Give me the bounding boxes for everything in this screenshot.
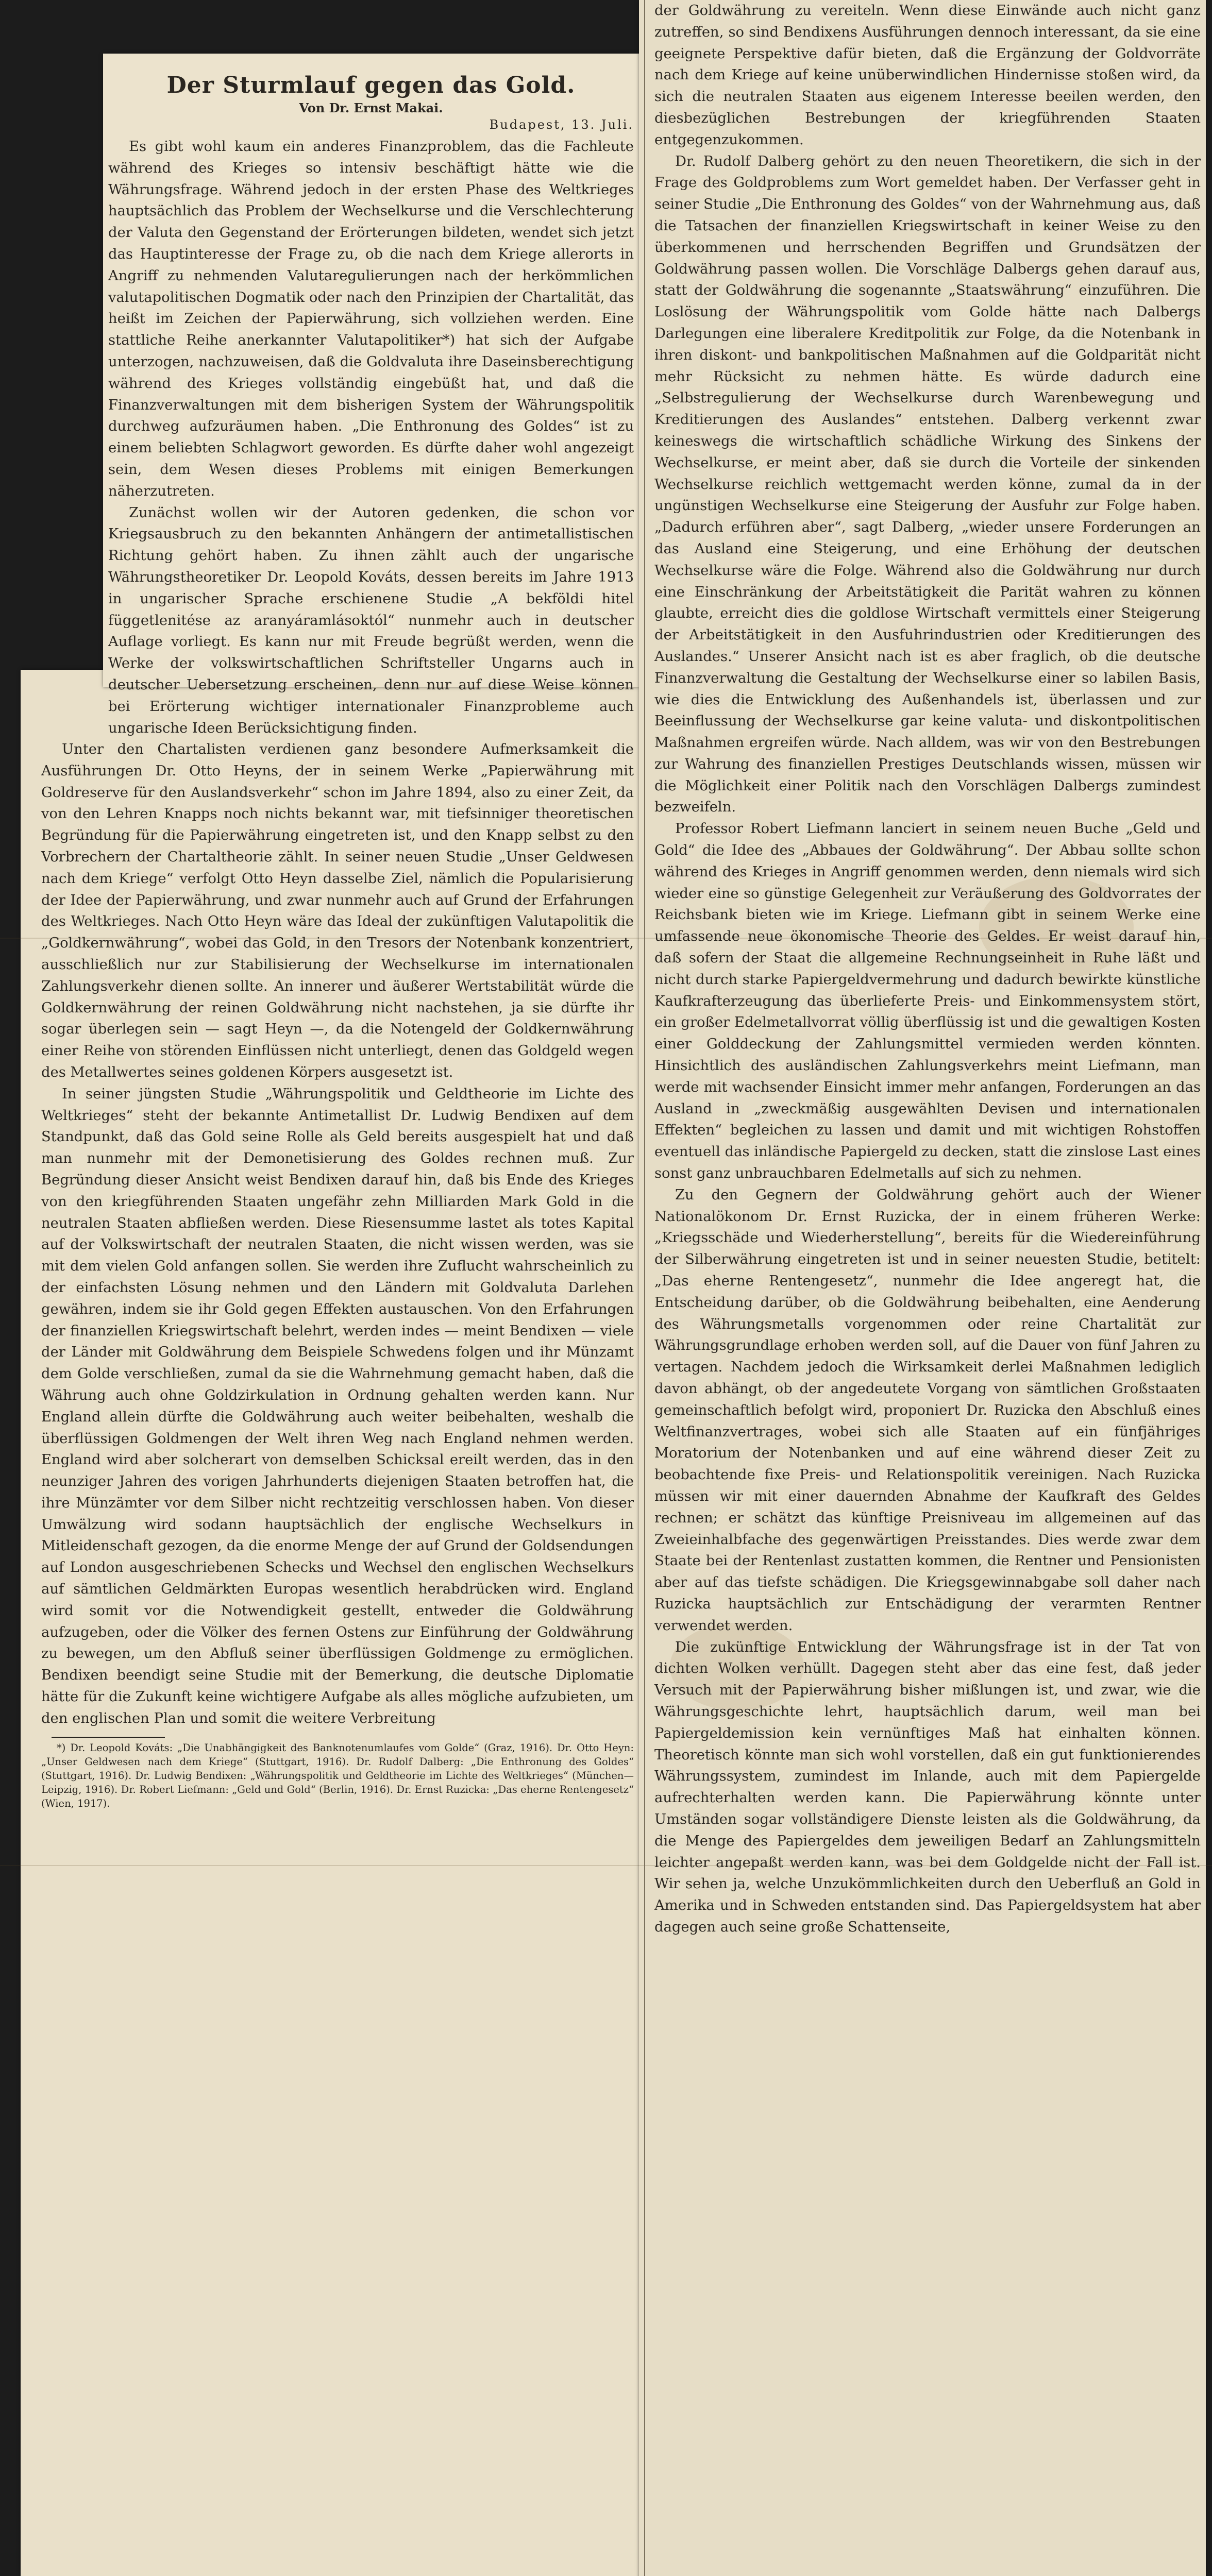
body-paragraph: Zunächst wollen wir der Autoren gedenken, die schon vor Kriegsausbruch zu den bekannten Anhängern der antimetallistischen Richtung gehört haben. Zu ihnen zählt auch der ungarische Währungstheoretiker Dr. Leopold Kováts, dessen bereits im Jahre 1913 in ungarischer Sprache erschienene Studie „A bekföldi hitel függetlenitése az aranyáramlásoktól“ nunmehr auch in deutscher Auflage vorliegt. Es kann nur mit Freude begrüßt werden, wenn die Werke der volkswirtschaftlichen Schriftsteller Ungarns auch in deutscher Uebersetzung erscheinen, denn nur auf diese Weise können bei Erörterung wichtiger internationaler Finanzprobleme auch ungarische Ideen Berücksichtigung finden. [108, 504, 634, 736]
left-column-lower [41, 739, 634, 1810]
body-paragraph: Die zukünftige Entwicklung der Währungsfrage ist in der Tat von dichten Wolken verhüllt. Dagegen steht aber das eine fest, daß jeder Versuch mit der Papierwährung bisher mißlungen ist, und zwar, wie die Währungsgeschichte lehrt, hauptsächlich darum, weil man bei Papiergeldemission kein vernünftiges Maß hat einhalten können. Theoretisch könnte man sich wohl vorstellen, daß ein gut funktionierendes Währungssystem, zumindest im Inlande, auch mit dem Papiergelde aufrechterhalten werden kann. Die Papierwährung könnte unter Umständen sogar vollständigere Dienste leisten als die Goldwährung, da die Menge des Papiergeldes dem jeweiligen Bedarf an Zahlungsmitteln leichter angepaßt werden kann, was bei dem Goldgelde nicht der Fall ist. Wir sehen ja, welche Unzukömmlichkeiten durch den Ueberfluß an Gold in Amerika und in Schweden entstanden sind. Das Papiergeldsystem hat aber dagegen auch seine große Schattenseite, [654, 1639, 1201, 1935]
article-byline: Von Dr. Ernst Makai. [299, 100, 443, 115]
body-paragraph: Zu den Gegnern der Goldwährung gehört auch der Wiener Nationalökonom Dr. Ernst Ruzicka, der in einem früheren Werke: „Kriegsschäde und Wiederherstellung“, bereits für die Wiedereinführung der Silberwährung eingetreten ist und in seiner neuesten Studie, betitelt: „Das eherne Rentengesetz“, nunmehr die Idee angeregt hat, die Entscheidung darüber, ob die Goldwährung beibehalten, eine Aenderung des Währungsmetalls vorgenommen oder reine Chartalität zur Währungsgrundlage erhoben werden soll, auf die Dauer von fünf Jahren zu vertagen. Nachdem jedoch die Wirksamkeit derlei Maßnahmen lediglich davon abhängt, ob der angedeutete Vorgang von sämtlichen Großstaaten gemeinschaftlich befolgt wird, proponiert Dr. Ruzicka den Abschluß eines Weltfinanzvertrages, wobei sich alle Staaten auf ein fünfjähriges Moratorium der Notenbanken und auf eine während dieser Zeit zu beobachtende fixe Preis- und Relationspolitik vereinigen. Nach Ruzicka müssen wir mit einer dauernden Abnahme der Kaufkraft des Geldes rechnen; er schätzt das künftige Preisniveau im allgemeinen auf das Zweieinhalbfache des gegenwärtigen Preisstandes. Dies werde zwar dem Staate bei der Rentenlast zustatten kommen, die Rentner und Pensionisten aber auf das tiefste schädigen. Die Kriegsgewinnabgabe soll daher nach Ruzicka hauptsächlich zur Entschädigung der verarmten Rentner verwendet werden. [654, 1187, 1201, 1634]
body-paragraph: Professor Robert Liefmann lanciert in seinem neuen Buche „Geld und Gold“ die Idee des „Abbaues der Goldwährung“. Der Abbau sollte schon während des Krieges in Angriff genommen werden, denn niemals wird sich wieder eine so günstige Gelegenheit zur Veräußerung des Goldvorrates der Reichsbank bieten wie im Kriege. Liefmann gibt in seinem Werke eine umfassende neue ökonomische Theorie des Geldes. Er weist darauf hin, daß sofern der Staat die allgemeine Rechnungseinheit in Ruhe läßt und nicht durch starke Papiergeldvermehrung und dadurch bewirkte künstliche Kaufkrafterzeugung das überlieferte Preis- und Einkommensystem stört, ein großer Edelmetallvorrat völlig überflüssig ist und die gewaltigen Kosten einer Golddeckung der Zahlungsmittel vermieden werden könnten. Hinsichtlich des ausländischen Zahlungsverkehrs meint Liefmann, man werde mit wachsender Einsicht immer mehr anfangen, Forderungen an das Ausland in „zweckmäßig ausgewählten Devisen und internationalen Effekten“ begleichen zu lassen und damit und mit wichtigen Rohstoffen eventuell das inländische Papiergeld zu decken, statt die zinslose Last eines sonst ganz unbrauchbaren Edelmetalls auf sich zu nehmen. [654, 821, 1201, 1182]
body-paragraph: der Goldwährung zu vereiteln. Wenn diese Einwände auch nicht ganz zutreffen, so sind Bendixens Ausführungen dennoch interessant, da sie eine geeignete Perspektive dafür bieten, daß die Ergänzung der Goldvorräte nach dem Kriege auf keine unüberwindlichen Hindernisse stoßen wird, da sich die neutralen Staaten aus eigenem Interesse beeilen werden, den diesbezüglichen Bestrebungen der kriegführenden Staaten entgegenzukommen. [654, 3, 1201, 148]
body-paragraph: In seiner jüngsten Studie „Währungspolitik und Geldtheorie im Lichte des Weltkrieges“ steht der bekannte Antimetallist Dr. Ludwig Bendixen auf dem Standpunkt, daß das Gold seine Rolle als Geld bereits ausgespielt hat und daß man nunmehr mit der Demonetisierung des Goldes rechnen muß. Zur Begründung dieser Ansicht weist Bendixen darauf hin, daß bis Ende des Krieges von den kriegführenden Staaten ungefähr zehn Milliarden Mark Gold in die neutralen Staaten abfließen werden. Diese Riesensumme lastet als totes Kapital auf der Volkswirtschaft der neutralen Staaten, die nicht wissen werden, was sie mit dem vielen Gold anfangen sollen. Sie werden ihre Zuflucht wahrscheinlich zu der einfachsten Lösung nehmen und den Ländern mit Goldvaluta Darlehen gewähren, indem sie ihr Gold gegen Effekten austauschen. Von den Erfahrungen der finanziellen Kriegswirtschaft belehrt, werden indes — meint Bendixen — viele der Länder mit Goldwährung dem Beispiele Schwedens folgen und ihr Münzamt dem Golde verschließen, zumal da sie die Wahrnehmung gemacht haben, daß die Währung auch ohne Goldzirkulation in Ordnung gehalten werden kann. Nur England allein dürfte die Goldwährung auch weiter beibehalten, weshalb die überflüssigen Goldmengen der Welt ihren Weg nach England nehmen werden. England wird aber solcherart von demselben Schicksal ereilt werden, das in den neunziger Jahren des vorigen Jahrhunderts diejenigen Staaten betroffen hat, die ihre Münzämter vor dem Silber nicht rechtzeitig verschlossen haben. Von dieser Umwälzung wird sodann hauptsächlich der englische Wechselkurs in Mitleidenschaft gezogen, da die enorme Menge der auf Grund der Goldsendungen auf London ausgeschriebenen Schecks und Wechsel den englischen Wechselkurs auf sämtlichen Geldmärkten Europas wesentlich herabdrücken wird. England wird somit vor die Notwendigkeit gestellt, entweder die Goldwährung aufzugeben, oder die Völker des fernen Ostens zur Einführung der Goldwährung zu bewegen, um den Abfluß seiner überflüssigen Goldmenge zu ermöglichen. Bendixen beendigt seine Studie mit der Bemerkung, die deutsche Diplomatie hätte für die Zukunft keine wichtigere Aufgabe als alles mögliche aufzubieten, um den englischen Plan und somit die weitere Verbreitung [41, 1086, 634, 1726]
footnote-rule [52, 1737, 165, 1738]
body-paragraph: Es gibt wohl kaum ein anderes Finanzproblem, das die Fachleute während des Krieges so intensiv beschäftigt hätte wie die Währungsfrage. Während jedoch in der ersten Phase des Weltkrieges hauptsächlich das Problem der Wechselkurse und die Verschlechterung der Valuta den Gegenstand der Erörterungen bildeten, wendet sich jetzt das Hauptinteresse der Frage zu, ob die nach dem Kriege allerorts in Angriff zu nehmenden Valutaregulierungen nach der herkömmlichen valutapolitischen Dogmatik oder nach den Prinzipien der Chartalität, das heißt im Zeichen der Papierwährung, sich vollziehen werden. Eine stattliche Reihe anerkannter Valutapolitiker*) hat sich der Aufgabe unterzogen, nachzuweisen, daß die Goldvaluta ihre Daseinsberechtigung während des Krieges vollständig eingebüßt hat, und daß die Finanzverwaltungen mit dem bisherigen System der Währungspolitik durchweg aufzuräumen haben. „Die Enthronung des Goldes“ ist zu einem beliebten Schlagwort geworden. Es dürfte daher wohl angezeigt sein, dem Wesen dieses Problems mit einigen Bemerkungen näherzutreten. [108, 139, 634, 499]
body-paragraph: Dr. Rudolf Dalberg gehört zu den neuen Theoretikern, die sich in der Frage des Goldproblems zum Wort gemeldet haben. Der Verfasser geht in seiner Studie „Die Enthronung des Goldes“ von der Wahrnehmung aus, daß die Tatsachen der finanziellen Kriegswirtschaft in keiner Weise zu den überkommenen und herrschenden Begriffen und Grundsätzen der Goldwährung passen wollen. Die Vorschläge Dalbergs gehen darauf aus, statt der Goldwährung die sogenannte „Staatswährung“ einzuführen. Die Loslösung der Währungspolitik vom Golde hätte nach Dalbergs Darlegungen eine liberalere Kreditpolitik zur Folge, da die Notenbank in ihren diskont- und bankpolitischen Maßnahmen auf die Goldparität nicht mehr Rücksicht zu nehmen hätte. Es würde dadurch eine „Selbstregulierung der Wechselkurse durch Warenbewegung und Kreditierungen des Auslandes“ entstehen. Dalberg verkennt zwar keineswegs die wirtschaftlich schädliche Wirkung des Sinkens der Wechselkurse, er meint aber, daß sie durch die Vorteile der sinkenden Wechselkurse reichlich wettgemacht werden könne, zumal da in der ungünstigen Wechselkurse eine Steigerung der Ausfuhr zur Folge haben. „Dadurch erführen aber“, sagt Dalberg, „wieder unsere Forderungen an das Ausland eine Steigerung, und eine Erhöhung der deutschen Wechselkurse wäre die Folge. Während also die Goldwährung nur durch eine Einschränkung der Arbeitstätigkeit die Parität wahren zu können glaubte, erreicht dies die goldlose Wirtschaft vermittels einer Steigerung der Arbeitstätigkeit in den Ausfuhrindustrien oder Kreditierungen des Auslandes.“ Unserer Ansicht nach ist es aber fraglich, ob die deutsche Finanzverwaltung die Gestaltung der Wechselkurse einer so labilen Basis, wie dies die Entwicklung des Außenhandels ist, überlassen und zur Beeinflussung der Wechselkurse gar keine valuta- und diskontpolitischen Maßnahmen ergreifen würde. Nach alldem, was wir von den Bestrebungen zur Wahrung des finanziellen Prestiges Deutschlands wissen, müssen wir die Möglichkeit einer Politik nach den Vorschlägen Dalbergs zumindest bezweifeln. [654, 153, 1201, 816]
article-headline: Der Sturmlauf gegen das Gold. [166, 72, 576, 98]
body-paragraph: Unter den Chartalisten verdienen ganz besondere Aufmerksamkeit die Ausführungen Dr. Otto Heyns, der in seinem Werke „Papierwährung mit Goldreserve für den Auslandsverkehr“ schon im Jahre 1894, also zu einer Zeit, da von den Lehren Knapps noch nichts bekannt war, mit tiefsinniger theoretischen Begründung für die Papierwährung eingetreten ist, und den Knapp selbst zu den Vorbrechern der Chartaltheorie zählt. In seiner neuen Studie „Unser Geldwesen nach dem Kriege“ verfolgt Otto Heyn dasselbe Ziel, nämlich die Popularisierung der Idee der Papierwährung, und zwar nunmehr auch auf Grund der Erfahrungen des Weltkrieges. Nach Otto Heyn wäre das Ideal der zukünftigen Valutapolitik die „Goldkernwährung“, wobei das Gold, in den Tresors der Notenbank konzentriert, ausschließlich nur zur Stabilisierung der Wechselkurse im internationalen Zahlungsverkehr dienen sollte. An innerer und äußerer Wertstabilität würde die Goldkernwährung der reinen Goldwährung nicht nachstehen, ja sie dürfte ihr sogar überlegen sein — sagt Heyn —, da die Notengeld der Goldkernwährung einer Reihe von störenden Einflüssen nicht unterliegt, denen das Goldgeld wegen des Metallwertes seines goldenen Körpers ausgesetzt ist. [41, 741, 634, 1080]
column-divider [644, 0, 645, 2576]
article-dateline: Budapest, 13. Juli. [489, 117, 634, 132]
footnote: *) Dr. Leopold Kováts: „Die Unabhängigkeit des Banknotenumlaufes vom Golde“ (Graz, 1916). Dr. Otto Heyn: „Unser Geldwesen nach dem Kriege“ (Stuttgart, 1916). Dr. Rudolf Dalberg: „Die Enthronung des Goldes“ (Stuttgart, 1916). Dr. Ludwig Bendixen: „Währungspolitik und Geldtheorie im Lichte des Weltkrieges“ (München—Leipzig, 1916). Dr. Robert Liefmann: „Geld und Gold“ (Berlin, 1916). Dr. Ernst Ruzicka: „Das eherne Rentengesetz“ (Wien, 1917). [41, 1741, 634, 1809]
right-column [654, 0, 1201, 1938]
left-column [108, 67, 634, 739]
